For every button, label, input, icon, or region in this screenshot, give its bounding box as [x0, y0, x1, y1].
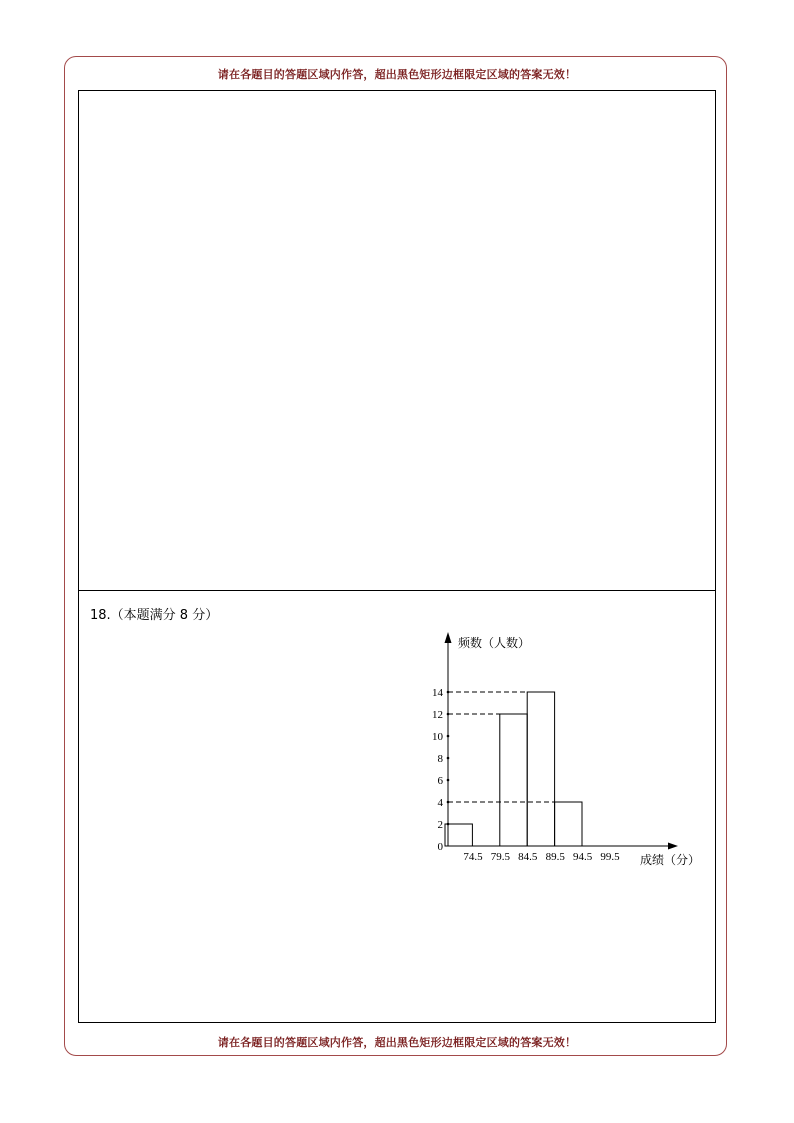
- y-tick-label: 14: [432, 687, 443, 699]
- y-axis-title: 频数（人数）: [458, 636, 531, 650]
- histogram-bar: [500, 714, 527, 846]
- question-18-label: 18.（本题满分 8 分）: [90, 608, 219, 623]
- x-axis-arrow: [668, 843, 678, 850]
- y-tick-label: 6: [437, 775, 443, 787]
- y-tick-mark: [447, 713, 450, 716]
- y-tick-mark: [447, 691, 450, 694]
- y-tick-mark: [447, 801, 450, 804]
- bottom-notice: 请在各题目的答题区域内作答，超出黑色矩形边框限定区域的答案无效！: [217, 1036, 577, 1049]
- y-tick-label: 10: [432, 731, 443, 743]
- x-tick-label: 94.5: [572, 851, 593, 863]
- x-tick-label: 74.5: [463, 851, 483, 863]
- y-tick-mark: [447, 779, 450, 782]
- x-tick-label: 84.5: [518, 851, 538, 863]
- histogram-bar: [445, 824, 472, 846]
- x-axis-title: 成绩（分）: [640, 853, 701, 867]
- y-axis-arrow: [445, 632, 452, 643]
- histogram-bar: [555, 802, 582, 846]
- y-tick-label: 0: [437, 841, 443, 853]
- x-tick-label: 89.5: [545, 851, 565, 863]
- x-tick-label: 99.5: [600, 851, 620, 863]
- y-tick-mark: [447, 735, 450, 738]
- y-tick-mark: [447, 823, 450, 826]
- y-tick-mark: [447, 757, 450, 760]
- y-tick-label: 12: [432, 709, 443, 721]
- top-notice: 请在各题目的答题区域内作答，超出黑色矩形边框限定区域的答案无效！: [217, 68, 577, 81]
- histogram-bar: [527, 692, 554, 846]
- y-tick-label: 4: [437, 797, 443, 809]
- x-tick-label: 79.5: [490, 851, 511, 863]
- y-tick-label: 8: [437, 753, 443, 765]
- y-tick-label: 2: [437, 819, 443, 831]
